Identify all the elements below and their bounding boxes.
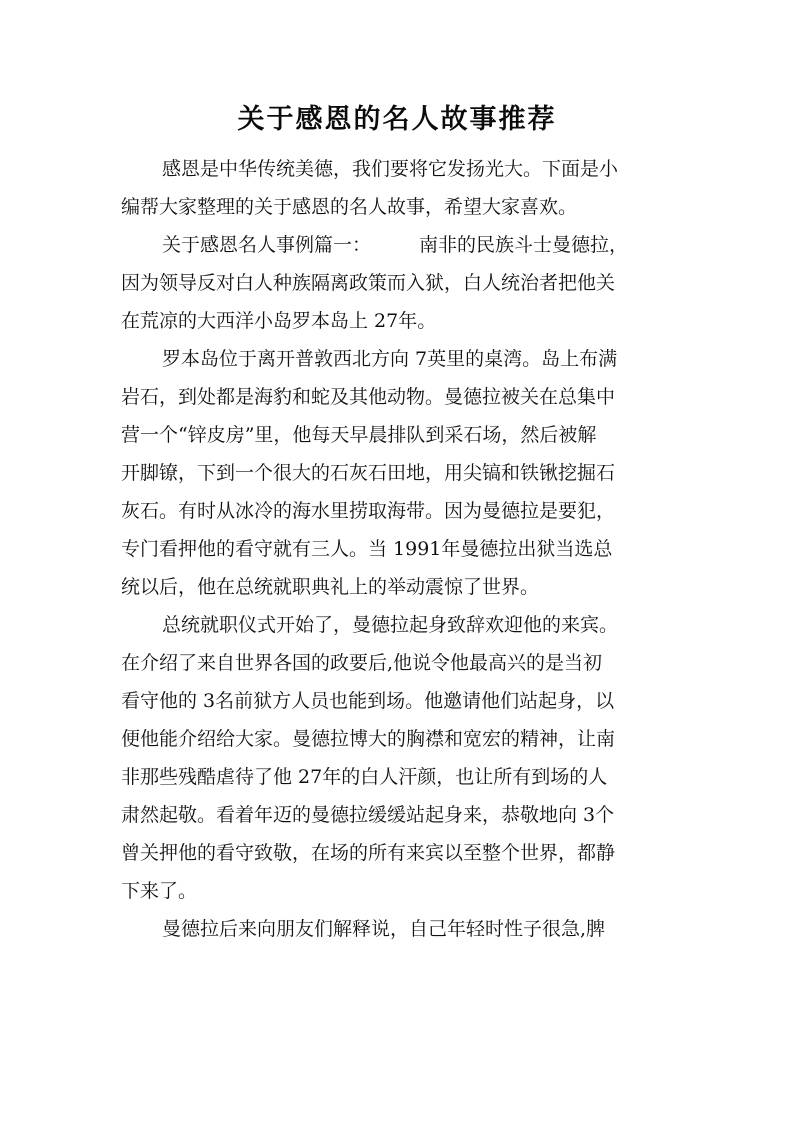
text-line: 专门看押他的看守就有三人。当 1991年曼德拉出狱当选总 <box>121 538 613 560</box>
text-line: 罗本岛位于离开普敦西北方向 7英里的桌湾。岛上布满 <box>162 348 618 370</box>
text-line: 看守他的 3名前狱方人员也能到场。他邀请他们站起身，以 <box>121 690 615 712</box>
text-line: 在介绍了来自世界各国的政要后,他说令他最高兴的是当初 <box>121 652 603 674</box>
text-line: 营一个“锌皮房”里，他每天早晨排队到采石场，然后被解 <box>121 424 597 446</box>
text-line: 总统就职仪式开始了，曼德拉起身致辞欢迎他的来宾。 <box>162 614 619 636</box>
text-line: 岩石，到处都是海豹和蛇及其他动物。曼德拉被关在总集中 <box>121 386 616 408</box>
text-line: 因为领导反对白人种族隔离政策而入狱，白人统治者把他关 <box>121 272 616 294</box>
text-line: 曼德拉后来向朋友们解释说，自己年轻时性子很急,脾 <box>162 918 606 940</box>
text-line: 在荒凉的大西洋小岛罗本岛上 27年。 <box>121 310 437 332</box>
document-body <box>121 150 681 948</box>
text-segment: 南非的民族斗士曼德拉， <box>419 234 629 256</box>
text-line: 灰石。有时从冰冷的海水里捞取海带。因为曼德拉是要犯， <box>121 500 616 522</box>
page-title: 关于感恩的名人故事推荐 <box>237 104 557 135</box>
text-line: 下来了。 <box>121 880 198 902</box>
text-line: 曾关押他的看守致敬，在场的所有来宾以至整个世界，都静 <box>121 842 616 864</box>
text-line: 感恩是中华传统美德，我们要将它发扬光大。下面是小 <box>162 158 619 180</box>
text-line: 便他能介绍给大家。曼德拉博大的胸襟和宽宏的精神，让南 <box>121 728 616 750</box>
text-line: 开脚镣，下到一个很大的石灰石田地，用尖镐和铁锹挖掘石 <box>121 462 616 484</box>
case-heading: 关于感恩名人事例篇一： <box>162 234 372 256</box>
text-line-split <box>121 226 681 264</box>
text-line: 非那些残酷虐待了他 27年的白人汗颜，也让所有到场的人 <box>121 766 608 788</box>
text-line: 肃然起敬。看着年迈的曼德拉缓缓站起身来，恭敬地向 3个 <box>121 804 615 826</box>
text-line: 编帮大家整理的关于感恩的名人故事，希望大家喜欢。 <box>121 196 578 218</box>
text-line: 统以后，他在总统就职典礼上的举动震惊了世界。 <box>121 576 540 598</box>
